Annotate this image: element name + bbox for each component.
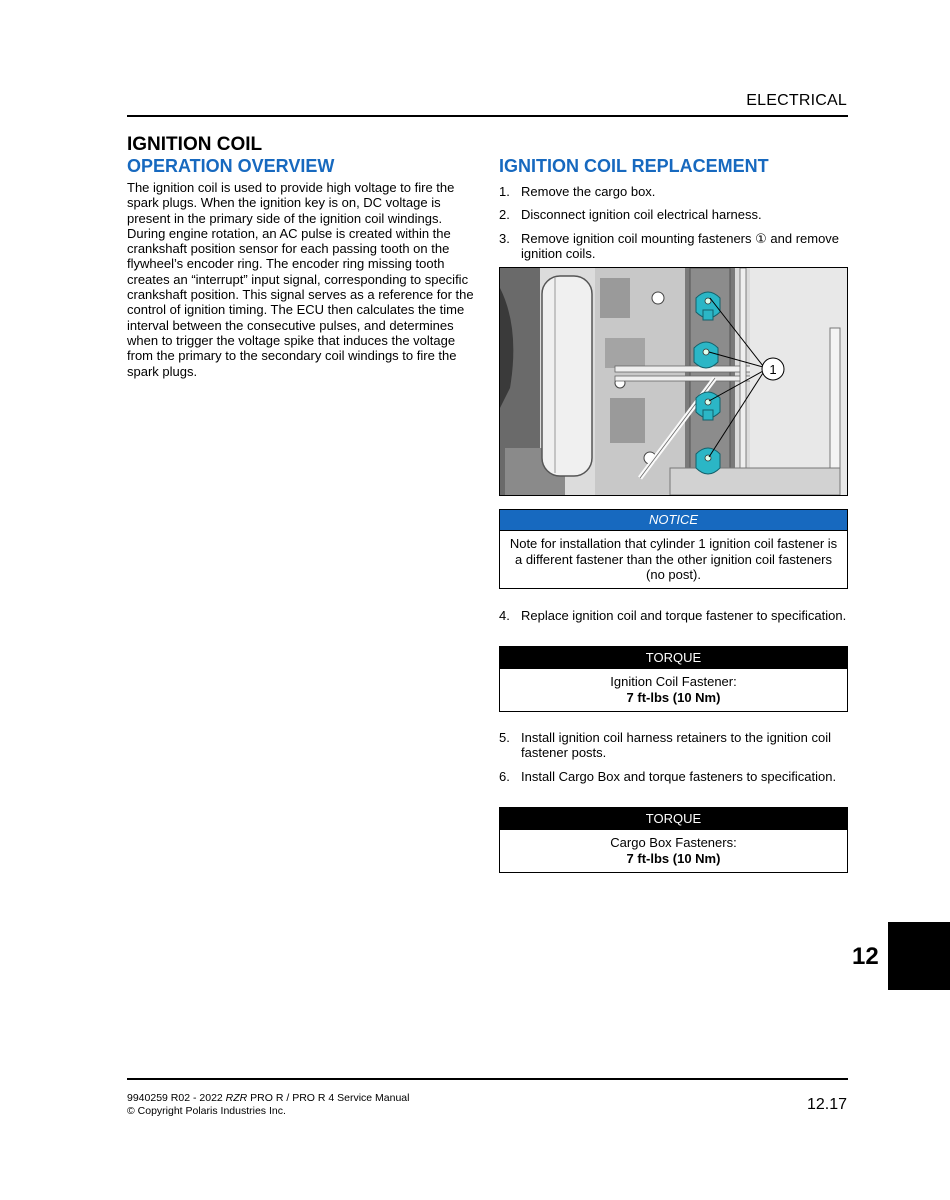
page-title: IGNITION COIL [127,134,263,155]
replacement-heading: IGNITION COIL REPLACEMENT [499,156,769,176]
notice-label: NOTICE [500,510,847,530]
step-number: 4. [499,608,510,623]
step-number: 1. [499,184,510,199]
step-number: 5. [499,730,510,745]
operation-heading: OPERATION OVERVIEW [127,156,335,176]
figure-callout: 1 [769,362,777,377]
notice-box [499,509,848,589]
torque-item: Cargo Box Fasteners: [610,835,737,850]
ignition-coil-photo [499,267,848,496]
step-item [499,207,849,222]
torque-item: Ignition Coil Fastener: [610,674,737,689]
step-number: 3. [499,230,510,246]
document-id: 9940259 R02 - 2022 RZR PRO R / PRO R 4 Service Manual [127,1092,410,1104]
chapter-number: 12 [852,943,879,970]
step-text: Install Cargo Box and torque fasteners to specification. [521,768,837,784]
step-text: Install ignition coil harness retainers to the ignition coil fastener posts. [521,730,832,761]
torque-value: 7 ft-lbs (10 Nm) [626,851,721,866]
torque-box-coil [499,646,848,712]
step-item [499,184,849,199]
copyright: © Copyright Polaris Industries Inc. [127,1105,286,1117]
torque-label: TORQUE [500,808,847,830]
step-list-1 [499,184,849,269]
torque-value: 7 ft-lbs (10 Nm) [626,690,721,705]
operation-body: The ignition coil is used to provide high voltage to fire the spark plugs. When the ignition key is on, DC voltage is present in the primary side of the ignition coil windings. During engine rotation, an AC pulse is created within the crankshaft position sensor for each passing tooth on the flywheel’s encoder ring. The encoder ring missing tooth creates an “interrupt” input signal, corresponding to specific crankshaft position. This signal serves as a reference for the control of ignition timing. The ECU then calculates the time interval between the consecutive pulses, and determines when to trigger the voltage spike that induces the voltage from the primary to the secondary coil windings to fire the spark plugs. [127,180,474,379]
torque-box-cargo [499,807,848,873]
step-text: Remove the cargo box. [521,184,656,199]
step-item [499,730,849,761]
step-list-3 [499,730,849,792]
step-text: Remove ignition coil mounting fasteners ① and remove ignition coils. [521,230,840,261]
step-list-2 [499,608,849,631]
step-text: Replace ignition coil and torque fastener to specification. [521,608,847,623]
step-number: 2. [499,207,510,223]
section-header: ELECTRICAL [746,92,847,109]
notice-text: Note for installation that cylinder 1 ignition coil fastener is a different fastener than the other ignition coil fasteners (no post). [500,530,847,588]
step-item [499,608,849,623]
step-text: Disconnect ignition coil electrical harness. [521,207,762,223]
torque-label: TORQUE [500,647,847,669]
footer-info [127,1092,409,1118]
step-item [499,769,849,784]
step-number: 6. [499,768,510,784]
page-number: 12.17 [806,1096,847,1113]
step-item [499,231,849,262]
header-divider [127,115,848,117]
chapter-tab [888,922,950,990]
footer-divider [127,1078,848,1080]
